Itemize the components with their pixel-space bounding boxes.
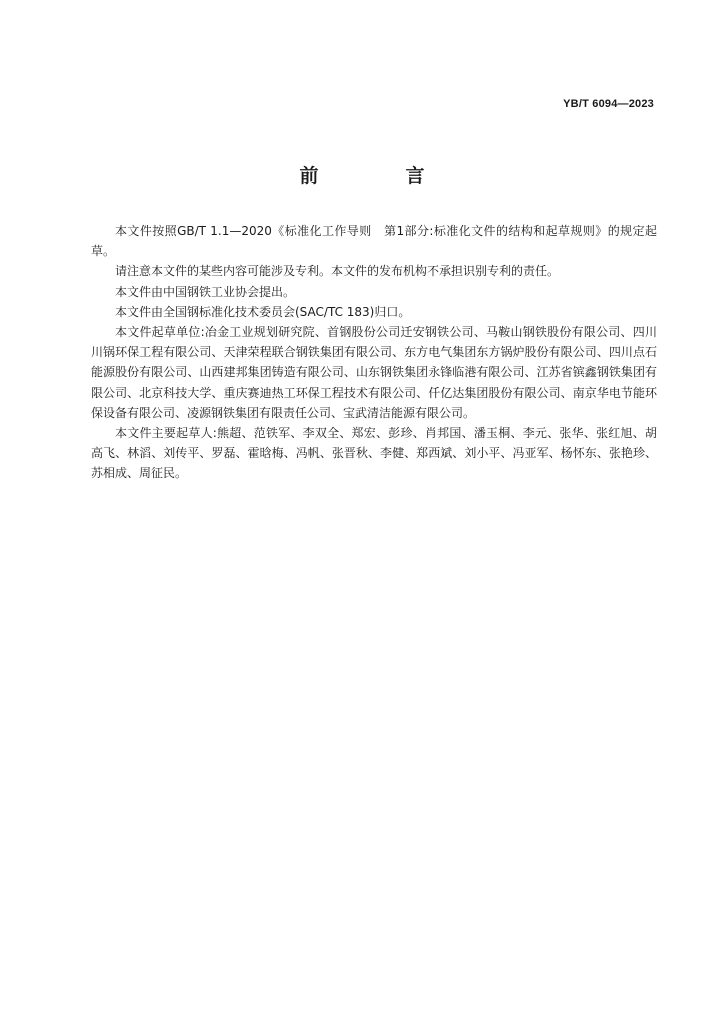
paragraph-drafting-rules: 本文件按照GB/T 1.1—2020《标准化工作导则 第1部分:标准化文件的结构和起草规则》的规定起草。 [91, 224, 657, 259]
paragraph-patent-notice: 请注意本文件的某些内容可能涉及专利。本文件的发布机构不承担识别专利的责任。 [115, 264, 560, 279]
paragraph-drafters: 本文件主要起草人:熊超、范铁军、李双全、郑宏、彭珍、肖邦国、潘玉桐、李元、张华、张红旭、胡高飞、林滔、刘传平、罗磊、霍晗梅、冯帆、张晋秋、李健、郑西斌、刘小平、冯亚军、杨怀东、张艳珍、苏相成、周征民。 [91, 426, 657, 481]
paragraph-proposer: 本文件由中国钢铁工业协会提出。 [115, 284, 296, 299]
paragraph-drafting-organizations: 本文件起草单位:冶金工业规划研究院、首钢股份公司迁安钢铁公司、马鞍山钢铁股份有限公司、四川川锅环保工程有限公司、天津荣程联合钢铁集团有限公司、东方电气集团东方锅炉股份有限公司、四川点石能源股份有限公司、山西建邦集团铸造有限公司、山东钢铁集团永锋临港有限公司、江苏省镔鑫钢铁集团有限公司、北京科技大学、重庆赛迪热工环保工程技术有限公司、仟亿达集团股份有限公司、南京华电节能环保设备有限公司、凌源钢铁集团有限责任公司、宝武清洁能源有限公司。 [91, 325, 657, 420]
standard-code: YB/T 6094—2023 [563, 98, 654, 110]
document-body [91, 221, 657, 484]
paragraph-responsible-committee: 本文件由全国钢标准化技术委员会(SAC/TC 183)归口。 [115, 304, 411, 319]
page-title: 前 言 [299, 165, 459, 187]
